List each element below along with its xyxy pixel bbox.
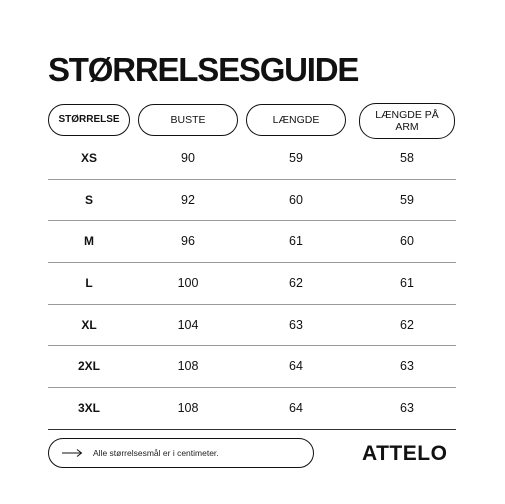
units-note-text: Alle størrelsesmål er i centimeter. [93,448,219,458]
length-cell: 64 [289,359,303,374]
size-cell: S [84,192,93,207]
size-cell: XL [81,317,97,332]
bust-cell: 104 [177,317,199,332]
units-note [48,438,314,468]
arrow-right-icon [61,448,83,458]
table-row [48,388,456,430]
sleeve-cell: 62 [400,317,414,332]
table-row [48,263,456,305]
size-table [48,138,456,430]
column-header-size: STØRRELSE [48,104,130,136]
sleeve-cell: 60 [400,234,414,249]
table-row [48,180,456,222]
table-row [48,138,456,180]
column-header-length: LÆNGDE [246,104,346,136]
length-cell: 62 [289,276,303,291]
bust-cell: 100 [177,276,199,291]
size-cell: 2XL [77,359,100,374]
length-cell: 59 [289,151,303,165]
column-header-sleeve-length: LÆNGDE PÅ ARM [359,103,455,139]
size-cell: 3XL [77,401,100,416]
size-cell: M [84,234,94,249]
table-row [48,305,456,347]
table-row [48,221,456,263]
bust-cell: 108 [177,401,199,416]
length-cell: 63 [289,317,303,332]
table-header [48,104,456,138]
size-cell: L [85,276,93,291]
column-header-bust: BUSTE [138,104,238,136]
brand-logo: ATTELO [362,442,448,465]
bust-cell: 96 [181,234,195,249]
sleeve-cell: 61 [400,276,414,291]
sleeve-cell: 63 [400,359,414,374]
length-cell: 64 [289,401,303,416]
page-title: STØRRELSESGUIDE [48,51,359,88]
bust-cell: 92 [181,192,195,207]
table-row [48,346,456,388]
bust-cell: 108 [177,359,199,374]
length-cell: 60 [289,192,303,207]
bust-cell: 90 [181,151,195,165]
sleeve-cell: 58 [400,151,414,165]
length-cell: 61 [289,234,303,249]
sleeve-cell: 63 [400,401,414,416]
size-cell: XS [80,151,97,165]
sleeve-cell: 59 [400,192,414,207]
